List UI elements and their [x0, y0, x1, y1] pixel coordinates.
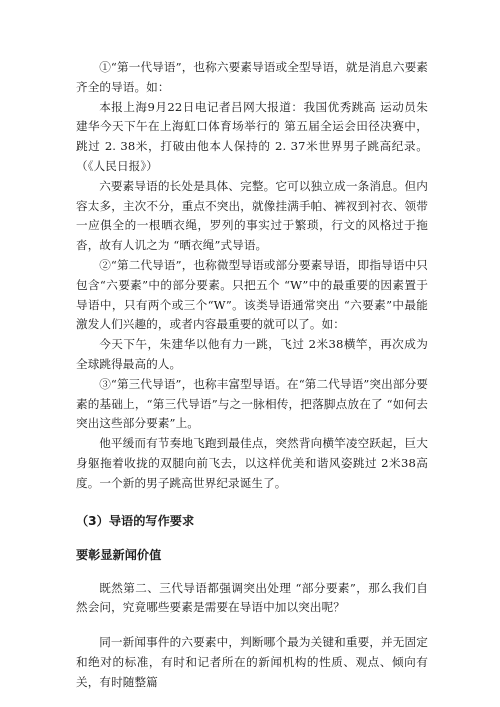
paragraph-example-news-2: 今天下午，朱建华以他有力一跳，飞过 2米38横竿，再次成为全球跳得最高的人。 — [76, 337, 428, 371]
paragraph-example-news-3: 他平缓而有节奏地飞跑到最佳点，突然背向横竿凌空跃起，巨大身躯拖着收拢的双腿向前飞去，以这样优美和谐风姿跳过 2米38高度。一个新的男子跳高世界纪录诞生了。 — [76, 436, 428, 490]
paragraph-second-generation-lead: ②“第二代导语”，也称微型导语或部分要素导语，即指导语中只包含“六要素”中的部分要素。只把五个 “W”中的最重要的因素置于导语中，只有两个或三个“W”。该类导语通常突出 “六要素”中最能激发人们兴趣的，或者内容最重要的就可以了。如： — [76, 257, 428, 332]
paragraph-example-news-1: 本报上海9月22日电记者吕网大报道：我国优秀跳高 运动员朱建华今天下午在上海虹口体育场举行的 第五届全运会田径决赛中，跳过 2. 38米，打破由他本人保持的 2. 37米世界男子跳高纪录。（《人民日报》） — [76, 99, 428, 173]
section-heading: （3）导语的写作要求 — [76, 513, 195, 528]
sub-heading: 要彰显新闻价值 — [76, 547, 162, 562]
paragraph-first-generation-lead: ①“第一代导语”，也称六要素导语或全型导语，就是消息六要素齐全的导语。如： — [76, 60, 428, 94]
paragraph-judgement: 同一新闻事件的六要素中，判断哪个最为关键和重要，并无固定和绝对的标准，有时和记者所在的新闻机构的性质、观点、倾向有关，有时随整篇 — [76, 635, 428, 689]
document-page — [76, 58, 428, 693]
paragraph-third-generation-lead: ③“第三代导语”，也称丰富型导语。在“第二代导语”突出部分要素的基础上，“第三代导语”与之一脉相传，把落脚点放在了 “如何去突出这些部分要素”上。 — [76, 376, 428, 431]
paragraph-six-elements-critique: 六要素导语的长处是具体、完整。它可以独立成一条消息。但内容太多，主次不分，重点不突出，就像挂满手帕、裤衩到衬衣、领带一应俱全的一根晒衣绳，罗列的事实过于繁琐，行文的风格过于拖沓，故有人讥之为 “晒衣绳”式导语。 — [76, 178, 428, 253]
paragraph-question: 既然第二、三代导语都强调突出处理 “部分要素”，那么我们自然会问，究竟哪些要素是需要在导语中加以突出呢？ — [76, 580, 428, 615]
